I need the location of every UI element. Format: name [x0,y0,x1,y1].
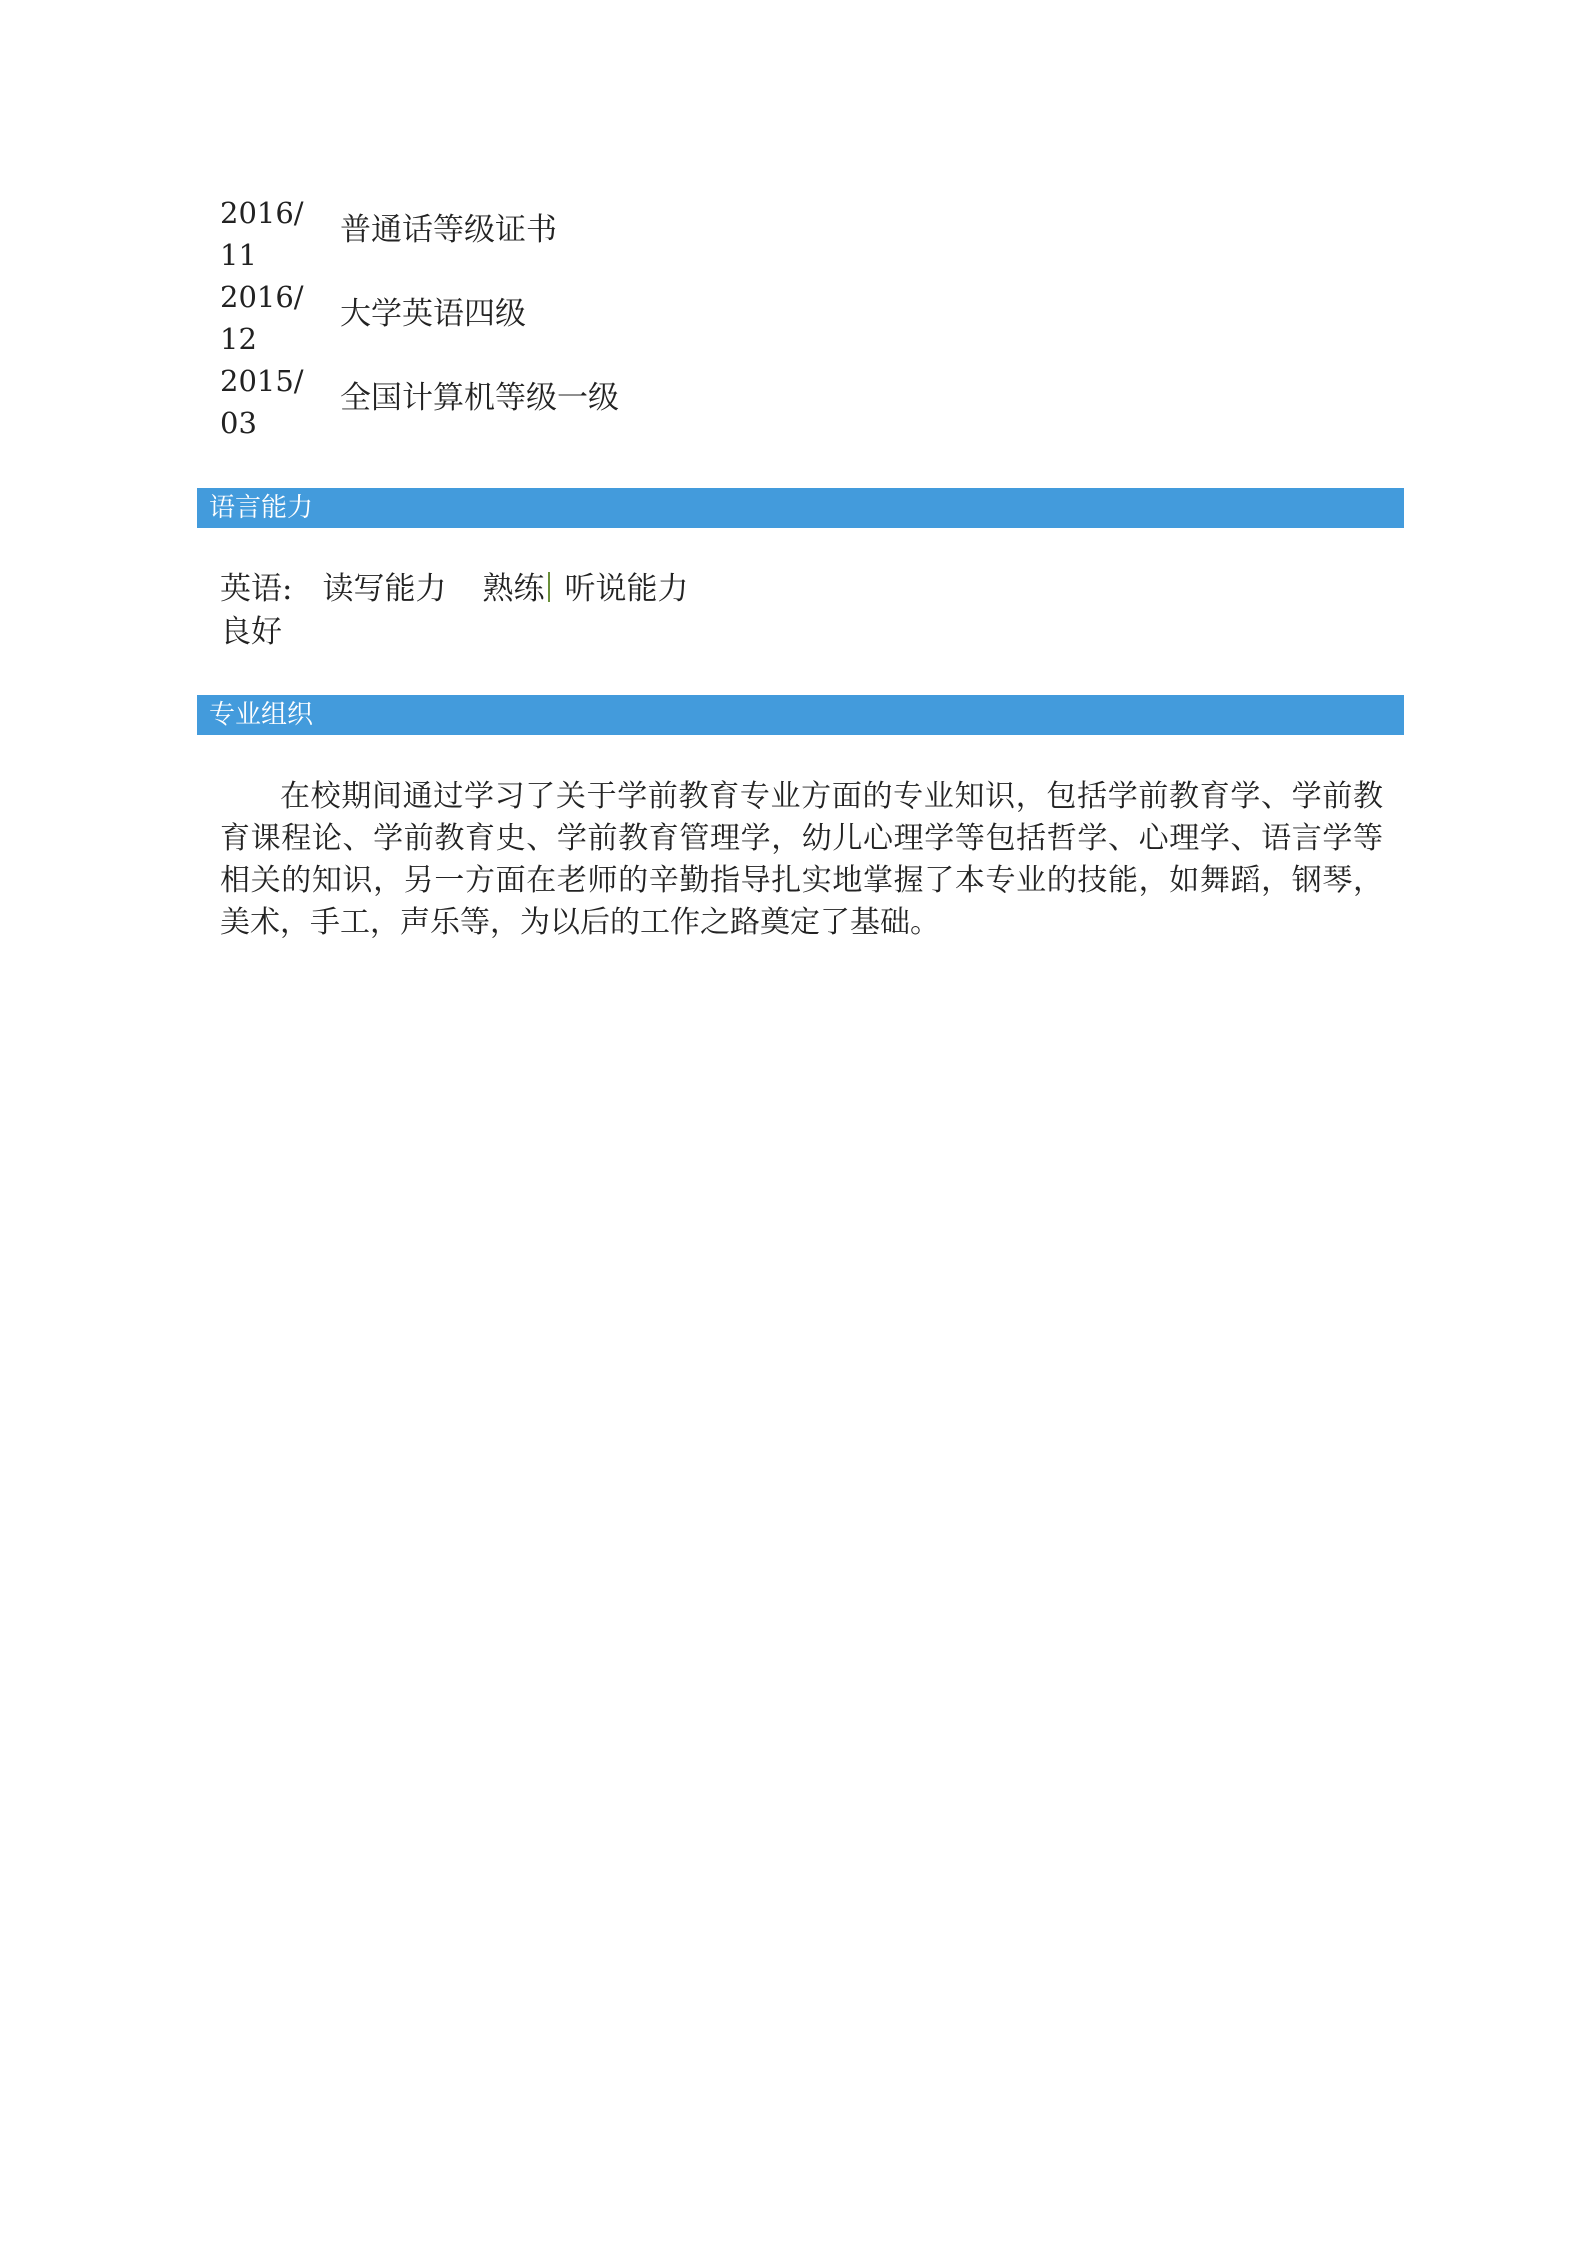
organization-paragraph: 在校期间通过学习了关于学前教育专业方面的专业知识，包括学前教育学、学前教育课程论、学前教育史、学前教育管理学，幼儿心理学等包括哲学、心理学、语言学等相关的知识，另一方面在老师的辛勤指导扎实地掌握了本专业的技能，如舞蹈，钢琴，美术，手工，声乐等，为以后的工作之路奠定了基础。 [220,779,1383,940]
section-title: 语言能力 [209,493,314,523]
certificate-name: 普通话等级证书 [340,212,557,248]
certificate-name: 大学英语四级 [340,296,526,332]
section-header-language [197,488,1404,528]
certificate-name: 全国计算机等级一级 [340,380,619,416]
certificate-date: 2016/ 11 [220,196,304,272]
certificate-date: 2015/ 03 [220,364,304,440]
language-label: 英语: [220,571,293,607]
section-header-organization [197,695,1404,735]
separator [548,572,550,602]
certificate-date: 2016/ 12 [220,280,304,356]
certificate-row [220,192,1120,276]
certificate-row [220,360,1120,444]
section-title: 专业组织 [209,700,314,730]
reading-writing-label: 读写能力 [322,571,447,607]
listening-speaking-label: 听说能力 [564,571,689,607]
certificate-row [220,276,1120,360]
listening-speaking-level: 良好 [220,614,282,650]
reading-writing-level: 熟练 [482,571,545,607]
language-ability [220,568,720,654]
